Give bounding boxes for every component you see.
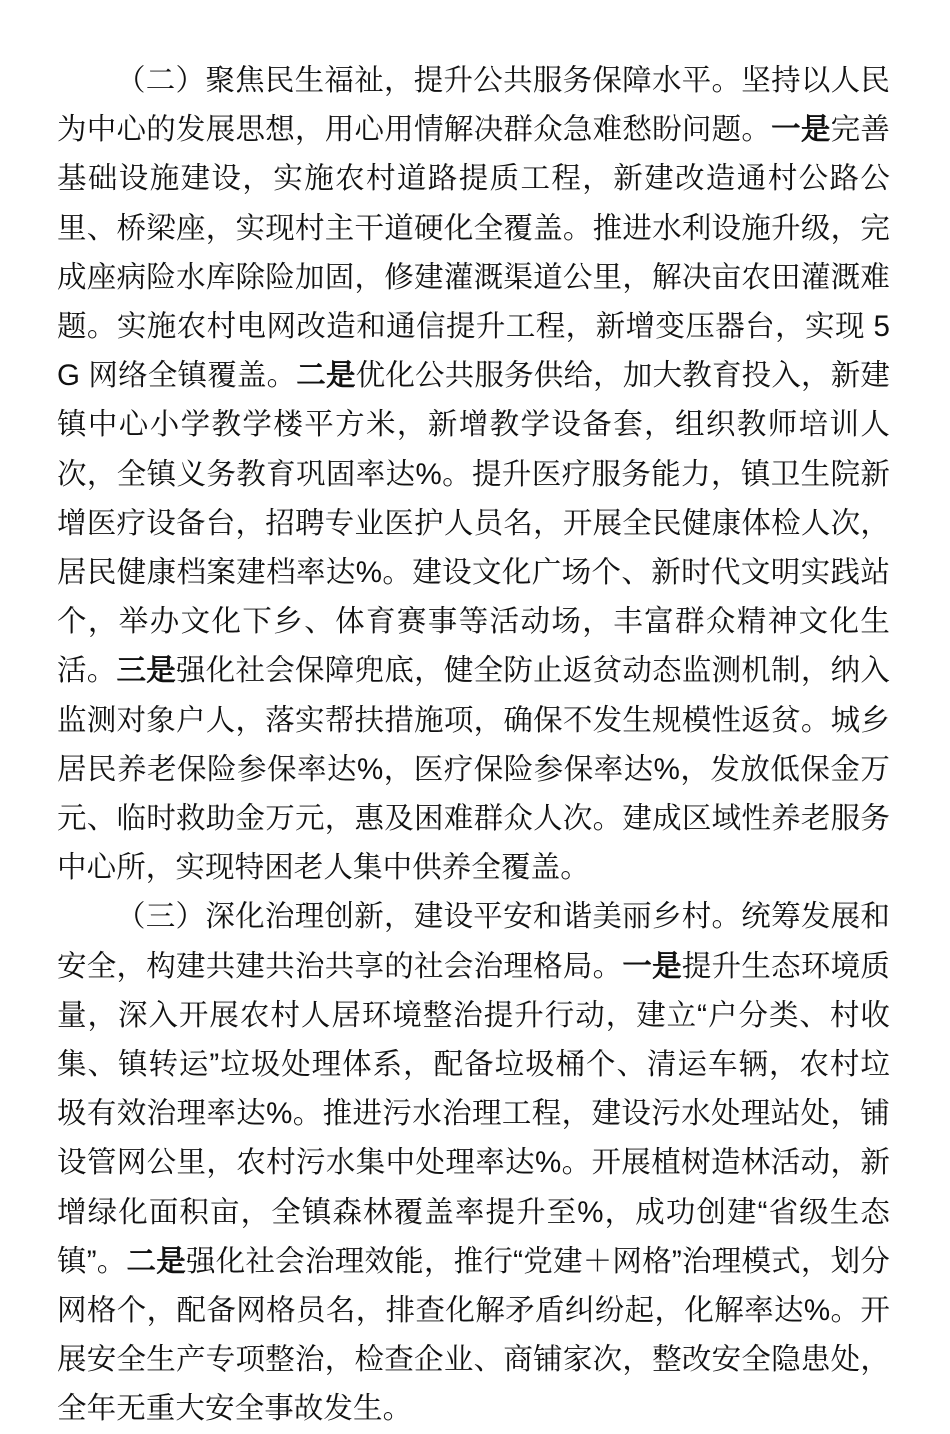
paragraph-text-run: 优化公共服务供给，加大教育投入，新建镇中心小学教学楼平方米，新增教学设备套，组织教师培训人次，全镇义务教育巩固率达%。提升医疗服务能力，镇卫生院新增医疗设备台，招聘专业医护人员名，开展全民健康体检人次，居民健康档案建档率达%。建设文化广场个、新时代文明实践站个，举办文化下乡、体育赛事等活动场，丰富群众精神文化生活。 xyxy=(57,359,890,688)
paragraph-text-run: （三）深化治理创新，建设平安和谐美丽乡村。统筹发展和安全，构建共建共治共享的社会治理格局。 xyxy=(57,900,890,983)
emphasis-marker: 三是 xyxy=(116,654,177,688)
emphasis-marker: 一是 xyxy=(771,113,831,147)
emphasis-marker: 一是 xyxy=(622,949,682,983)
paragraph-section-two xyxy=(57,56,890,892)
paragraph-text-run: 提升生态环境质量，深入开展农村人居环境整治提升行动，建立“户分类、村收集、镇转运”垃圾处理体系，配备垃圾桶个、清运车辆，农村垃圾有效治理率达%。推进污水治理工程，建设污水处理站处，铺设管网公里，农村污水集中处理率达%。开展植树造林活动，新增绿化面积亩，全镇森林覆盖率提升至%，成功创建“省级生态镇”。 xyxy=(57,949,891,1278)
paragraph-text-run: 完善基础设施建设，实施农村道路提质工程，新建改造通村公路公里、桥梁座，实现村主干道硬化全覆盖。推进水利设施升级，完成座病险水库除险加固，修建灌溉渠道公里，解决亩农田灌溉难题。实施农村电网改造和通信提升工程，新增变压器台，实现 5G 网络全镇覆盖。 xyxy=(57,113,890,393)
emphasis-marker: 二是 xyxy=(126,1244,187,1278)
paragraph-section-three xyxy=(57,892,890,1433)
document-body xyxy=(57,56,890,1434)
paragraph-text-run: （二）聚焦民生福祉，提升公共服务保障水平。坚持以人民为中心的发展思想，用心用情解决群众急难愁盼问题。 xyxy=(57,64,890,147)
paragraph-text-run: 强化社会治理效能，推行“党建＋网格”治理模式，划分网格个，配备网格员名，排查化解矛盾纠纷起，化解率达%。开展安全生产专项整治，检查企业、商铺家次，整改安全隐患处，全年无重大安全事故发生。 xyxy=(57,1244,891,1426)
paragraph-text-run: 强化社会保障兜底，健全防止返贫动态监测机制，纳入监测对象户人，落实帮扶措施项，确保不发生规模性返贫。城乡居民养老保险参保率达%，医疗保险参保率达%，发放低保金万元、临时救助金万元，惠及困难群众人次。建成区域性养老服务中心所，实现特困老人集中供养全覆盖。 xyxy=(57,654,890,885)
emphasis-marker: 二是 xyxy=(296,359,356,393)
